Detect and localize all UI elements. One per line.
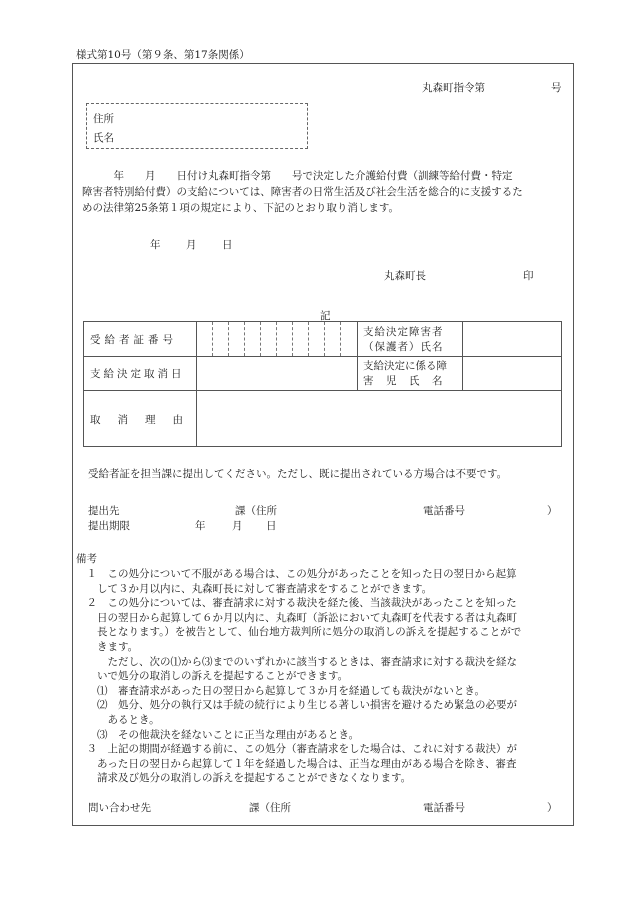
child-name-label-line1: 支給決定に係る障 [363, 360, 447, 372]
remarks-line: ただし、次の⑴から⑶までのいずれかに該当するときは、審査請求に対する裁決を経な [76, 655, 517, 668]
contact-section-label: 課（住所 [249, 802, 291, 814]
remarks-line: ⑵ 処分、処分の執行又は手続の続行により生じる著しい損害を避けるため緊急の必要が [76, 699, 517, 712]
contact-phone-label: 電話番号 [423, 802, 465, 814]
remarks-title: 備考 [76, 553, 97, 565]
remarks-line: ２ この処分については、審査請求に対する裁決を経た後、当該裁決があったことを知った [76, 597, 517, 610]
digit-separator [212, 322, 213, 356]
recipient-address-label: 住所 [93, 113, 114, 125]
mayor-label: 丸森町長 [384, 270, 426, 282]
remarks-line: いで処分の取消しの訴えを提起することができます。 [76, 670, 349, 683]
issue-date-day: 日 [222, 239, 233, 251]
digit-separator [292, 322, 293, 356]
issue-date-month: 月 [186, 239, 197, 251]
main-paragraph-line: 障害者特別給付費）の支給については、障害者の日常生活及び社会生活を総合的に支援するた [82, 186, 523, 198]
record-table [83, 321, 562, 447]
main-paragraph [82, 168, 574, 216]
deadline-label: 提出期限 [88, 520, 130, 532]
digit-separator [260, 322, 261, 356]
table-divider [84, 356, 561, 357]
remarks-line: 長となります。）を被告として、仙台地方裁判所に処分の取消しの訴えを提起することがで [76, 626, 522, 639]
decided-person-label-line2: （保護者）氏名 [363, 341, 444, 353]
remarks-line: 日の翌日から起算して６か月以内に、丸森町（訴訟において丸森町を代表する者は丸森町 [76, 611, 517, 624]
main-paragraph-line: 年 月 日付け丸森町指令第 号で決定した介護給付費（訓練等給付費・特定 [82, 170, 513, 182]
digit-separator [228, 322, 229, 356]
decided-person-label-line1: 支給決定障害者 [363, 326, 444, 338]
digit-separator [308, 322, 309, 356]
contact-label: 問い合わせ先 [88, 802, 151, 814]
table-divider [84, 390, 561, 391]
document-number-label: 丸森町指令第 [422, 82, 485, 94]
submit-close-paren: ） [547, 505, 558, 517]
cancel-date-label: 支給決定取消日 [90, 368, 185, 380]
cert-number-label: 受給者証番号 [90, 334, 177, 346]
recipient-address-box [86, 103, 308, 149]
issue-date-year: 年 [150, 239, 161, 251]
remarks-line: １ この処分について不服がある場合は、この処分があったことを知った日の翌日から起算 [76, 568, 517, 580]
reason-label: 取消理由 [90, 414, 200, 426]
recipient-name-label: 氏名 [93, 132, 114, 144]
return-notice: 受給者証を担当課に提出してください。ただし、既に提出されている方場合は不要です。 [88, 468, 508, 480]
submit-phone-label: 電話番号 [423, 505, 465, 517]
remarks-line: して３か月以内に、丸森町長に対して審査請求をすることができます。 [76, 582, 433, 595]
remarks-line: ⑴ 審査請求があった日の翌日から起算して３か月を経過しても裁決がないとき。 [76, 684, 485, 697]
remarks-line: あるとき。 [76, 714, 160, 726]
remarks-line: あった日の翌日から起算して１年を経過した場合は、正当な理由がある場合を除き、審査 [76, 757, 517, 770]
table-divider [357, 322, 358, 390]
contact-close-paren: ） [547, 802, 558, 814]
document-number-suffix: 号 [551, 82, 562, 94]
table-divider [462, 322, 463, 390]
submit-to-label: 提出先 [88, 505, 120, 517]
submit-section-label: 課（住所 [235, 505, 277, 517]
digit-separator [324, 322, 325, 356]
remarks-line: きます。 [76, 641, 139, 653]
deadline-day: 日 [266, 520, 277, 532]
deadline-month: 月 [232, 520, 243, 532]
form-number-label: 様式第10号（第９条、第17条関係） [76, 49, 250, 61]
ki-heading: 記 [320, 310, 331, 322]
digit-separator [276, 322, 277, 356]
main-paragraph-line: めの法律第25条第１項の規定により、下記のとおり取り消します。 [82, 202, 400, 214]
seal-label: 印 [523, 270, 534, 282]
table-divider [196, 322, 197, 446]
remarks-line: 請求及び処分の取消しの訴えを提起することができなくなります。 [76, 772, 412, 785]
child-name-label-line2: 害 児 氏 名 [363, 375, 444, 387]
digit-separator [244, 322, 245, 356]
deadline-year: 年 [195, 520, 206, 532]
digit-separator [340, 322, 341, 356]
remarks-line: ３ 上記の期間が経過する前に、この処分（審査請求をした場合は、これに対する裁決）が [76, 743, 517, 756]
remarks-line: ⑶ その他裁決を経ないことに正当な理由があるとき。 [76, 728, 360, 741]
